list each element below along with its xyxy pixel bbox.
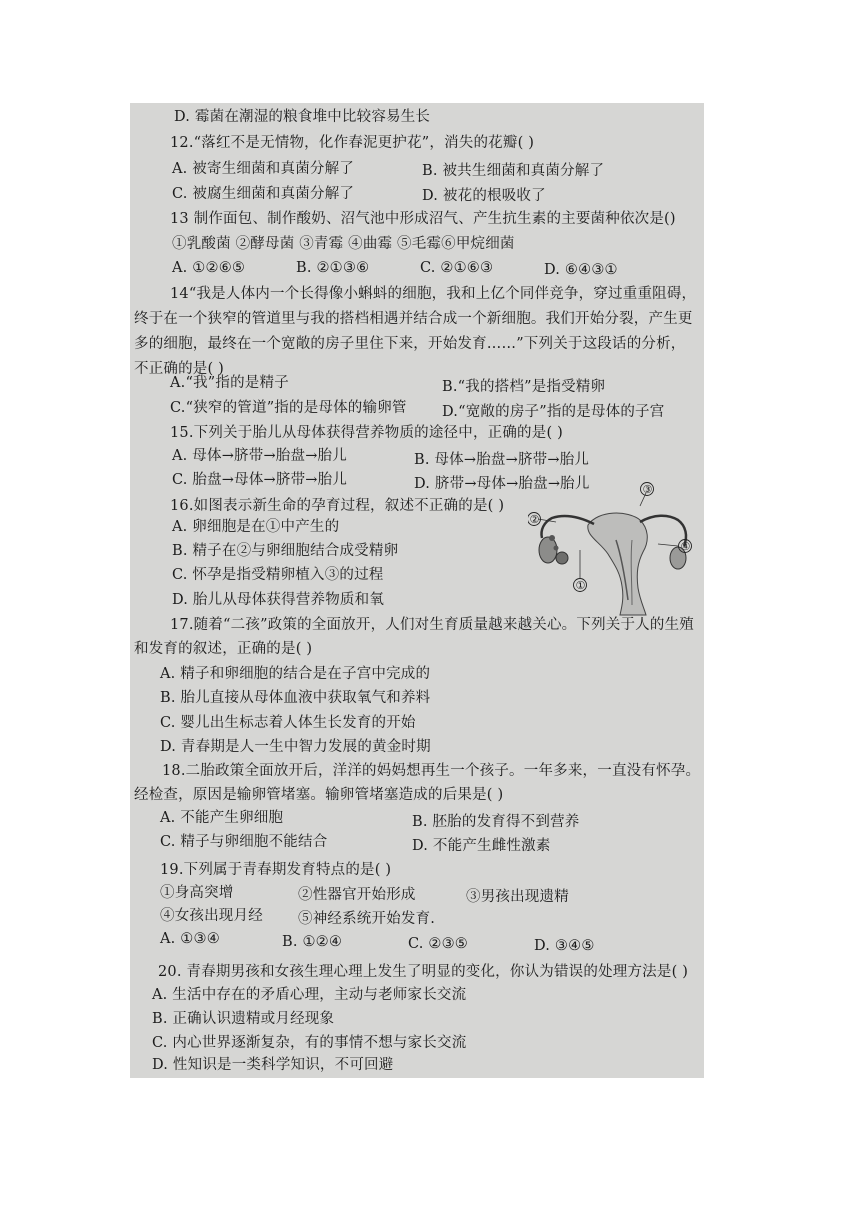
q12-stem: 12.“落红不是无情物，化作春泥更护花”，消失的花瓣( ): [170, 135, 535, 151]
q20-option-c: C. 内心世界逐渐复杂，有的事情不想与家长交流: [152, 1035, 467, 1051]
q12-option-a: A. 被寄生细菌和真菌分解了: [172, 161, 354, 177]
q14-option-a: A.“我”指的是精子: [170, 375, 289, 391]
q14-stem-line3: 多的细胞，最终在一个宽敞的房子里住下来，开始发育……”下列关于这段话的分析，: [134, 336, 686, 352]
q14-option-b: B.“我的搭档”是指受精卵: [442, 379, 606, 395]
q18-option-b: B. 胚胎的发育得不到营养: [412, 814, 580, 830]
q17-option-c: C. 婴儿出生标志着人体生长发育的开始: [160, 715, 416, 731]
q12-option-d: D. 被花的根吸收了: [422, 188, 546, 204]
q12-option-c: C. 被腐生细菌和真菌分解了: [172, 186, 355, 202]
q14-stem-line1: 14“我是人体内一个长得像小蝌蚪的细胞，我和上亿个同伴竞争，穿过重重阻碍，: [170, 286, 697, 302]
q16-option-d: D. 胎儿从母体获得营养物质和氧: [172, 592, 385, 608]
q17-stem-line2: 和发育的叙述，正确的是( ): [134, 641, 313, 657]
q13-option-a: A. ①②⑥⑤: [172, 260, 246, 276]
figure-label-2: ②: [529, 513, 540, 526]
q19-item-1: ①身高突增: [160, 885, 234, 901]
q16-stem: 16.如图表示新生命的孕育过程，叙述不正确的是( ): [170, 498, 505, 514]
q12-option-b: B. 被共生细菌和真菌分解了: [422, 163, 605, 179]
q15-option-b: B. 母体→胎盘→脐带→胎儿: [414, 452, 590, 468]
q17-stem-line1: 17.随着“二孩”政策的全面放开，人们对生育质量越来越关心。下列关于人的生殖: [170, 617, 694, 633]
q14-stem-line4: 不正确的是( ): [134, 361, 225, 377]
reproductive-organs-figure: [528, 480, 698, 620]
q19-item-3: ③男孩出现遗精: [466, 889, 569, 905]
q19-option-b: B. ①②④: [282, 934, 343, 950]
uterus-diagram: [528, 480, 698, 620]
q19-item-5: ⑤神经系统开始发育.: [298, 911, 436, 927]
q13-choices: ①乳酸菌 ②酵母菌 ③青霉 ④曲霉 ⑤毛霉⑥甲烷细菌: [172, 236, 515, 252]
q18-option-a: A. 不能产生卵细胞: [160, 810, 284, 826]
q16-option-c: C. 怀孕是指受精卵植入③的过程: [172, 567, 384, 583]
q13-option-d: D. ⑥④③①: [544, 262, 618, 278]
q16-option-a: A. 卵细胞是在①中产生的: [172, 519, 340, 535]
q18-option-d: D. 不能产生雌性激素: [412, 838, 551, 854]
q15-stem: 15.下列关于胎儿从母体获得营养物质的途径中，正确的是( ): [170, 425, 563, 441]
q11-option-d: D. 霉菌在潮湿的粮食堆中比较容易生长: [174, 109, 431, 125]
q14-option-c: C.“狭窄的管道”指的是母体的输卵管: [170, 400, 407, 416]
q15-option-d: D. 脐带→母体→胎盘→胎儿: [414, 476, 590, 492]
q17-option-d: D. 青春期是人一生中智力发展的黄金时期: [160, 739, 431, 755]
q18-stem-line1: 18.二胎政策全面放开后，洋洋的妈妈想再生一个孩子。一年多来，一直没有怀孕。: [162, 763, 701, 779]
q20-option-d: D. 性知识是一类科学知识，不可回避: [152, 1057, 394, 1073]
q13-option-b: B. ②①③⑥: [296, 260, 370, 276]
q18-option-c: C. 精子与卵细胞不能结合: [160, 834, 328, 850]
q13-option-c: C. ②①⑥③: [420, 260, 494, 276]
q13-stem: 13 制作面包、制作酸奶、沼气池中形成沼气、产生抗生素的主要菌种依次是(): [170, 211, 676, 227]
q18-stem-line2: 经检查，原因是输卵管堵塞。输卵管堵塞造成的后果是( ): [134, 787, 504, 803]
figure-label-3: ③: [642, 483, 653, 496]
q17-option-a: A. 精子和卵细胞的结合是在子宫中完成的: [160, 666, 431, 682]
q20-option-a: A. 生活中存在的矛盾心理，主动与老师家长交流: [152, 987, 467, 1003]
q14-option-d: D.“宽敞的房子”指的是母体的子宫: [442, 404, 665, 420]
q14-stem-line2: 终于在一个狭窄的管道里与我的搭档相遇并结合成一个新细胞。我们开始分裂，产生更: [134, 311, 693, 327]
figure-label-1: ①: [575, 579, 586, 592]
q15-option-a: A. 母体→脐带→胎盘→胎儿: [172, 448, 347, 464]
figure-label-4: ④: [680, 540, 691, 553]
q20-stem: 20. 青春期男孩和女孩生理心理上发生了明显的变化，你认为错误的处理方法是( ): [158, 964, 689, 980]
q15-option-c: C. 胎盘→母体→脐带→胎儿: [172, 472, 348, 488]
q16-option-b: B. 精子在②与卵细胞结合成受精卵: [172, 543, 399, 559]
q19-item-4: ④女孩出现月经: [160, 908, 263, 924]
scanned-page: [130, 103, 704, 1078]
q19-option-c: C. ②③⑤: [408, 936, 468, 952]
q20-option-b: B. 正确认识遗精或月经现象: [152, 1011, 335, 1027]
q19-stem: 19.下列属于青春期发育特点的是( ): [160, 862, 392, 878]
q19-option-a: A. ①③④: [160, 931, 220, 947]
q17-option-b: B. 胎儿直接从母体血液中获取氧气和养料: [160, 690, 431, 706]
q19-option-d: D. ③④⑤: [534, 938, 595, 954]
q19-item-2: ②性器官开始形成: [298, 887, 416, 903]
